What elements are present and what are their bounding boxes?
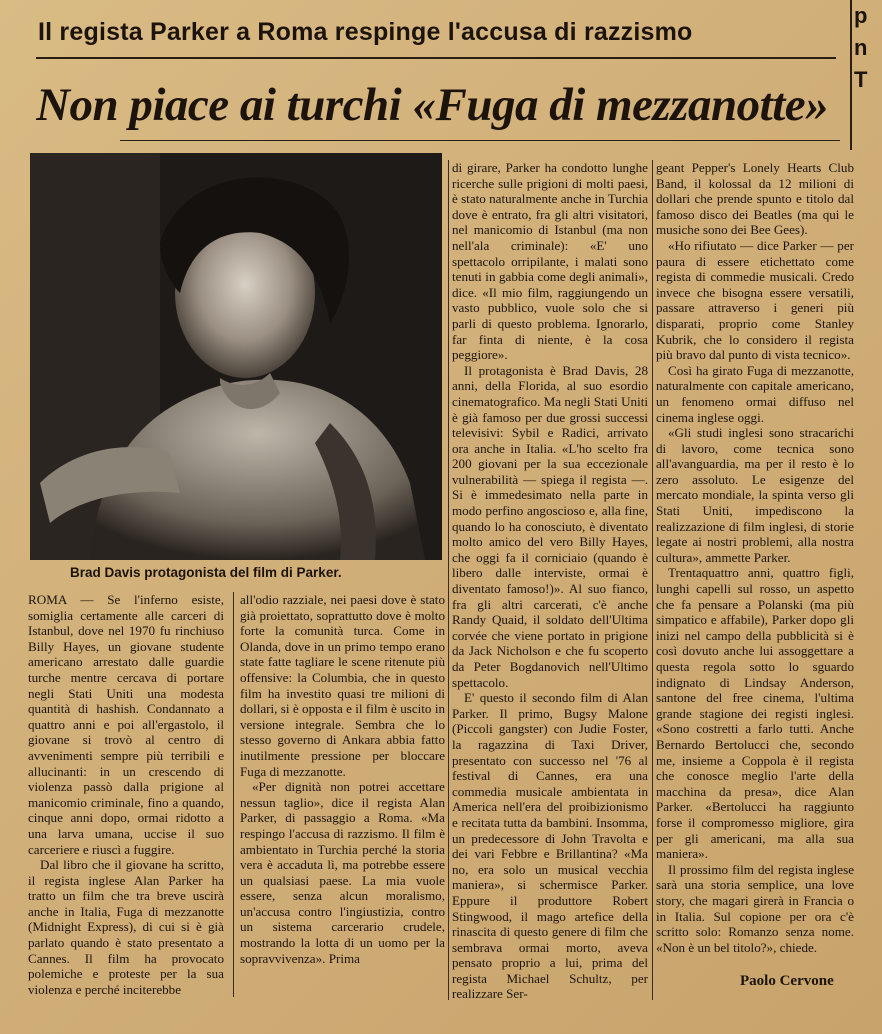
paragraph: all'odio razziale, nei paesi dove è stato già proiettato, soprattutto dove è molto forte la comunità turca. Come in Olanda, dove in un primo tempo erano state fatte tagliare le scene ritenute più offensive: la Columbia, che in questo film ha investito quasi tre milioni di dollari, si è opposta e il film è uscito in versione integrale. Sembra che lo stesso governo di Ankara abbia fatto inutilmente pressione per bloccare Fuga di mezzanotte. (240, 592, 445, 779)
adjacent-article-fragment (854, 0, 882, 160)
paragraph: «Gli studi inglesi sono stracarichi di lavoro, come tecnica sono all'avanguardia, ma per il resto è lo zero assoluto. Le esigenze del mercato mondiale, la spinta verso gli Stati Uniti, impediscono la realizzazione di film inglesi, di storie legate ai nostri problemi, alla nostra cultura», ammette Parker. (656, 425, 854, 565)
article-column-4 (656, 160, 854, 970)
main-headline: Non piace ai turchi «Fuga di mezzanotte» (36, 79, 829, 131)
photo-caption: Brad Davis protagonista del film di Parker. (70, 565, 342, 580)
column-divider (233, 592, 234, 997)
paragraph: di girare, Parker ha condotto lunghe ricerche sulle prigioni di molti paesi, è stato naturalmente anche in Turchia dove è entrato, fra gli altri visitatori, nel manicomio di Istanbul (ma non nell'ala criminale): «E' uno spettacolo orripilante, i malati sono tenuti in gabbia come degli animali», dice. «Il mio film, raggiungendo un vasto pubblico, vuole solo che si parli di questo problema. Ignorarlo, far finta di niente, è la cosa peggiore». (452, 160, 648, 363)
paragraph: Dal libro che il giovane ha scritto, il regista inglese Alan Parker ha tratto un film che tra breve uscirà anche in Italia, Fuga di mezzanotte (Midnight Express), di cui si è già parlato quando è stato presentato a Cannes. Il film ha provocato polemiche e proteste per la sua violenza e perché inciterebbe (28, 857, 224, 997)
column-divider (448, 160, 449, 1000)
headline-rule (120, 140, 840, 141)
brad-davis-photo (30, 153, 442, 560)
kicker-rule (36, 57, 836, 59)
adjacent-fragment-text: p n T (854, 3, 868, 92)
article-photo (30, 153, 442, 560)
paragraph: Trentaquattro anni, quattro figli, lunghi capelli sul rosso, un aspetto che fa pensare a Polanski (ma più simpatico e affabile), Parker dopo gli inizi nel campo della pubblicità si è così dovuto anche lui assoggettare a questa regola sotto lo sguardo indignato di Lindsay Anderson, santone del free cinema, l'ultima grande stagione dei registi inglesi. «Sono costretti a farlo tutti. Anche Bernardo Bertolucci che, secondo me, insieme a Coppola è il regista che conosce meglio l'arte della macchina da presa», dice Alan Parker. «Bertolucci ha raggiunto forse il compromesso migliore, gira per gli americani, ma alla sua maniera». (656, 565, 854, 862)
column-divider (652, 160, 653, 1000)
paragraph: Il protagonista è Brad Davis, 28 anni, della Florida, al suo esordio cinematografico. Ma negli Stati Uniti è già famoso per due grossi successi televisivi: Sybil e Radici, arrivato ora anche in Italia. «L'ho scelto fra 200 giovani per la sua eccezionale vulnerabilità — spiega il regista —. Si è immedesimato nella parte in modo perfino angoscioso e, alla fine, quando lo ha conosciuto, è diventato molto amico del vero Billy Hayes, che oggi fa il corniciaio (quando è libero dalle interviste, ormai è diventato famoso!)». Al suo fianco, fra gli altri carcerati, c'è anche Randy Quaid, il soldato dell'Ultima corvée che viene portato in prigione da Jack Nicholson e che fu scoperto da Peter Bogdanovich nell'Ultimo spettacolo. (452, 362, 648, 690)
sidebar-divider (850, 0, 852, 150)
paragraph: E' questo il secondo film di Alan Parker. Il primo, Bugsy Malone (Piccoli gangster) con Judie Foster, la ragazzina di Taxi Driver, presentato con successo nel '76 al festival di Cannes, era una commedia musicale ambientata in America nell'era del proibizionismo e recitata tutta da bambini. Insomma, un predecessore di John Travolta e dei vari Febbre e Brillantina? «Ma no, era solo un musical vecchia maniera», si schermisce Parker. Eppure il produttore Robert Stingwood, il mago artefice della rinascita di questo genere di film che sembrava ormai morto, aveva pensato proprio a lui, prima del regista Michael Schultz, per realizzare Ser- (452, 690, 648, 1002)
article-column-1 (28, 592, 224, 1002)
paragraph: ROMA — Se l'inferno esiste, somiglia certamente alle carceri di Istanbul, dove nel 1970 fu rinchiuso Billy Hayes, un giovane studente americano arrestato dalle guardie turche mentre cercava di portare negli Stati Uniti una modesta quantità di hashish. Condannato a quattro anni e poi all'ergastolo, il giovane si trovò al centro di avvenimenti sempre più terribili e allucinanti: in un crescendo di violenza passò dalla prigione al manicomio criminale, fino a quando, cinque anni dopo, ormai ridotto a una larva umana, uccise il suo carceriere e riuscì a fuggire. (28, 592, 224, 857)
paragraph: Il prossimo film del regista inglese sarà una storia semplice, una love story, che magari girerà in Francia o in Italia. Sul copione per ora c'è scritto solo: Romanzo senza nome. «Non è un bel titolo?», chiede. (656, 861, 854, 955)
paragraph: «Per dignità non potrei accettare nessun taglio», dice il regista Alan Parker, di passaggio a Roma. «Ma respingo l'accusa di razzismo. Il film è ambientato in Turchia perché la storia vera è accaduta lì, ma potrebbe essere un qualsiasi paese. La mia vuole essere, senza alcun moralismo, un'accusa contro l'ingiustizia, contro un sistema carcerario crudele, mostrando la lotta di un uomo per la sopravvivenza». Prima (240, 779, 445, 966)
byline: Paolo Cervone (740, 973, 834, 989)
kicker-headline: Il regista Parker a Roma respinge l'accusa di razzismo (38, 18, 693, 46)
article-column-3 (452, 160, 648, 1002)
paragraph: geant Pepper's Lonely Hearts Club Band, il kolossal da 12 milioni di dollari che prende spunto e titolo dal famoso disco dei Beatles (ma qui le musiche sono dei Bee Gees). (656, 160, 854, 238)
paragraph: Così ha girato Fuga di mezzanotte, naturalmente con capitale americano, un fenomeno ormai diffuso nel cinema inglese oggi. (656, 362, 854, 425)
article-column-2 (240, 592, 445, 1002)
paragraph: «Ho rifiutato — dice Parker — per paura di essere etichettato come regista di commedie musicali. Credo invece che bisogna essere versatili, passare attraverso i generi più disparati, proprio come Stanley Kubrik, che lo considero il regista più bravo dal punto di vista tecnico». (656, 237, 854, 363)
